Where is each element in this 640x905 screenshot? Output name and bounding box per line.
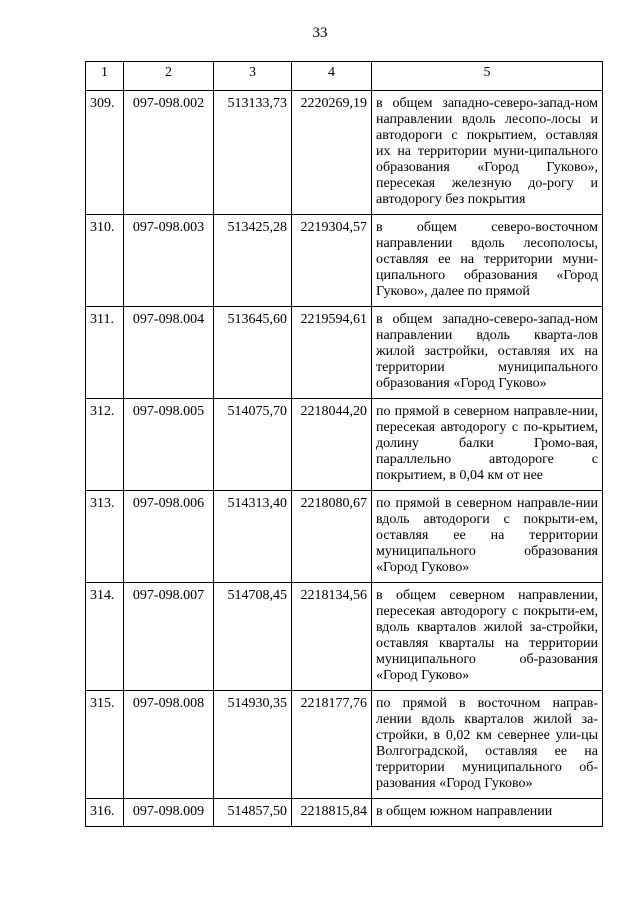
row-number: 312. [86, 399, 124, 491]
boundary-description: в общем северном направлении, пересекая автодорогу с покрыти-ем, вдоль кварталов жилой за-стройки, оставляя кварталы на территории муниципального об-разования «Город Гуково» [372, 583, 603, 691]
row-number: 310. [86, 215, 124, 307]
point-code: 097-098.003 [124, 215, 214, 307]
x-coordinate: 514857,50 [214, 799, 292, 827]
column-header: 4 [292, 62, 372, 91]
y-coordinate: 2218177,76 [292, 691, 372, 799]
table-row [86, 307, 603, 399]
point-code: 097-098.008 [124, 691, 214, 799]
table-row [86, 491, 603, 583]
row-number: 316. [86, 799, 124, 827]
y-coordinate: 2218815,84 [292, 799, 372, 827]
boundary-description: в общем южном направлении [372, 799, 603, 827]
point-code: 097-098.009 [124, 799, 214, 827]
y-coordinate: 2219304,57 [292, 215, 372, 307]
x-coordinate: 513133,73 [214, 91, 292, 215]
x-coordinate: 514313,40 [214, 491, 292, 583]
boundary-coordinates-table [85, 61, 603, 827]
boundary-description: в общем западно-северо-запад-ном направлении вдоль лесопо-лосы и автодороги с покрытием, оставляя их на территории муни-ципального образования «Город Гуково», пересекая железную до-рогу и автодорогу без покрытия [372, 91, 603, 215]
table-row [86, 799, 603, 827]
table-row [86, 215, 603, 307]
point-code: 097-098.006 [124, 491, 214, 583]
column-header: 3 [214, 62, 292, 91]
boundary-description: в общем западно-северо-запад-ном направлении вдоль кварта-лов жилой застройки, оставляя их на территории муниципального образования «Город Гуково» [372, 307, 603, 399]
row-number: 315. [86, 691, 124, 799]
row-number: 314. [86, 583, 124, 691]
column-header: 2 [124, 62, 214, 91]
row-number: 309. [86, 91, 124, 215]
y-coordinate: 2218134,56 [292, 583, 372, 691]
point-code: 097-098.004 [124, 307, 214, 399]
row-number: 311. [86, 307, 124, 399]
x-coordinate: 514708,45 [214, 583, 292, 691]
y-coordinate: 2218044,20 [292, 399, 372, 491]
table-row [86, 583, 603, 691]
y-coordinate: 2218080,67 [292, 491, 372, 583]
x-coordinate: 514930,35 [214, 691, 292, 799]
column-header: 5 [372, 62, 603, 91]
boundary-description: в общем северо-восточном направлении вдоль лесополосы, оставляя ее на территории муни-ципального образования «Город Гуково», далее по прямой [372, 215, 603, 307]
boundary-description: по прямой в восточном направ-лении вдоль кварталов жилой за-стройки, в 0,02 км севернее ули-цы Волгоградской, оставляя ее на территории муниципального об-разования «Город Гуково» [372, 691, 603, 799]
boundary-description: по прямой в северном направле-нии вдоль автодороги с покрыти-ем, оставляя ее на территории муниципального образования «Город Гуково» [372, 491, 603, 583]
table-row [86, 399, 603, 491]
column-header: 1 [86, 62, 124, 91]
x-coordinate: 514075,70 [214, 399, 292, 491]
y-coordinate: 2219594,61 [292, 307, 372, 399]
x-coordinate: 513425,28 [214, 215, 292, 307]
table-row [86, 91, 603, 215]
row-number: 313. [86, 491, 124, 583]
y-coordinate: 2220269,19 [292, 91, 372, 215]
page-number: 33 [312, 25, 328, 41]
point-code: 097-098.005 [124, 399, 214, 491]
x-coordinate: 513645,60 [214, 307, 292, 399]
table-header-row [86, 62, 603, 91]
table-row [86, 691, 603, 799]
boundary-description: по прямой в северном направле-нии, пересекая автодорогу с по-крытием, долину балки Громо-вая, параллельно автодороге с покрытием, в 0,04 км от нее [372, 399, 603, 491]
point-code: 097-098.007 [124, 583, 214, 691]
point-code: 097-098.002 [124, 91, 214, 215]
